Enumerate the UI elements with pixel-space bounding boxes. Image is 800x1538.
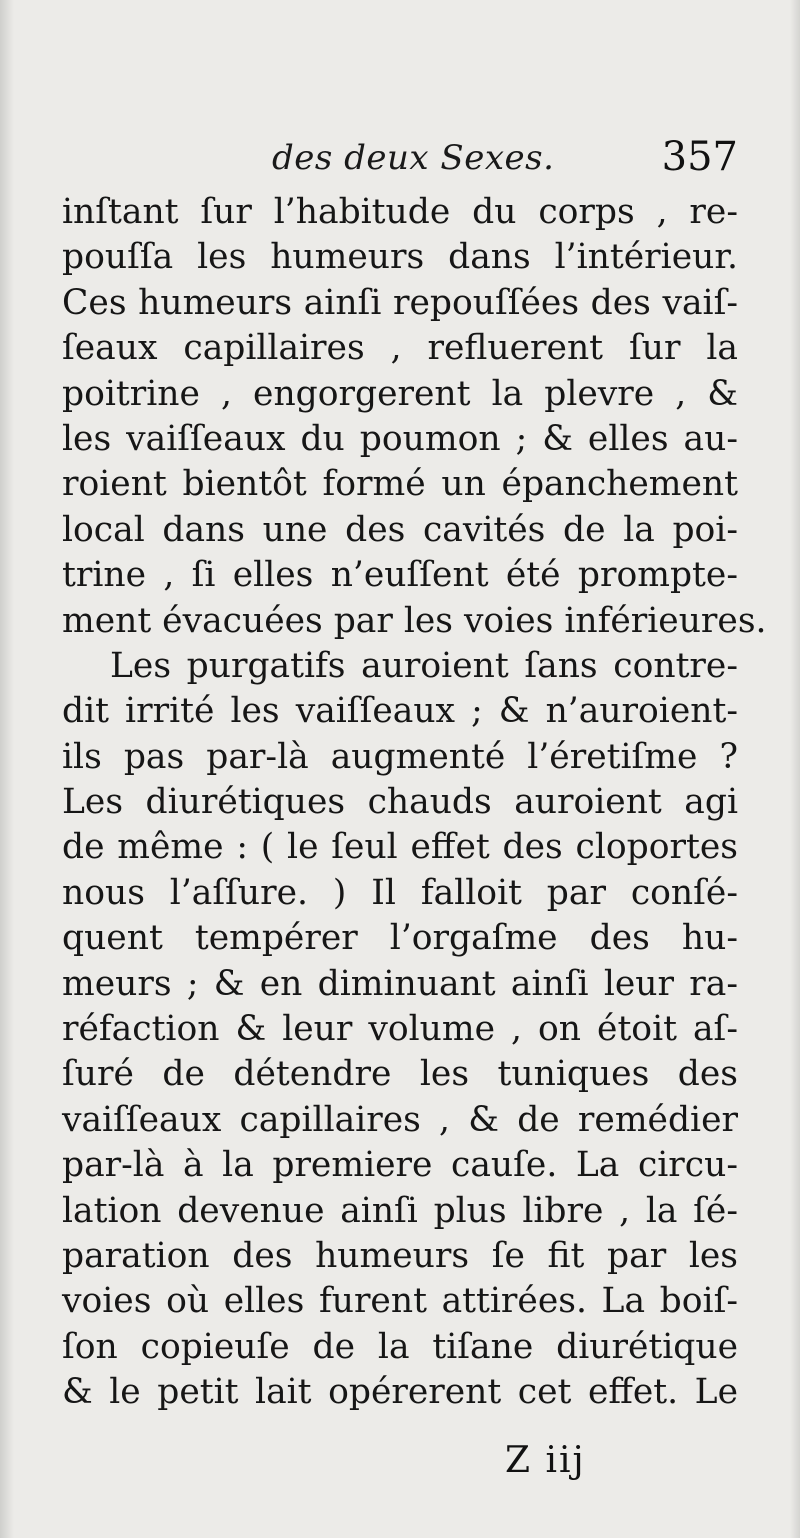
- text-line: nous l’aſſure. ) Il falloit par conſé-: [62, 872, 738, 913]
- page-header: [62, 128, 738, 188]
- text-line: ils pas par-là augmenté l’éretiſme ?: [62, 736, 738, 777]
- text-line: vaiſſeaux capillaires , & de remédier: [62, 1099, 738, 1140]
- page-number: 357: [661, 134, 738, 180]
- paragraph-first-line: Les purgatifs auroient ſans contre-: [110, 645, 738, 686]
- text-line: poitrine , engorgerent la plevre , &: [62, 373, 738, 414]
- text-line: ſeaux capillaires , refluerent ſur la: [62, 328, 738, 369]
- text-line: meurs ; & en diminuant ainſi leur ra-: [62, 963, 738, 1004]
- text-line: ſon copieuſe de la tiſane diurétique: [62, 1326, 738, 1367]
- signature-mark: Z iij: [505, 1440, 586, 1481]
- text-line: pouſſa les humeurs dans l’intérieur.: [62, 237, 738, 278]
- text-line: trine , ſi elles n’euſſent été prompte-: [62, 555, 738, 596]
- text-line: dit irrité les vaiſſeaux ; & n’auroient-: [62, 691, 738, 732]
- text-line: ment évacuées par les voies inférieures.: [62, 600, 767, 641]
- text-line: par-là à la premiere cauſe. La circu-: [62, 1145, 738, 1186]
- text-line: & le petit lait opérerent cet effet. Le: [62, 1372, 738, 1413]
- text-line: les vaiſſeaux du poumon ; & elles au-: [62, 418, 738, 459]
- text-line: voies où elles furent attirées. La boiſ-: [62, 1281, 738, 1322]
- text-line: quent tempérer l’orgaſme des hu-: [62, 918, 738, 959]
- body-text: [62, 190, 767, 1416]
- text-line: paration des humeurs ſe fit par les: [62, 1235, 738, 1276]
- text-line: inſtant ſur l’habitude du corps , re-: [62, 192, 738, 232]
- text-line: local dans une des cavités de la poi-: [62, 509, 738, 550]
- text-line: ſuré de détendre les tuniques des: [62, 1054, 738, 1095]
- text-line: réfaction & leur volume , on étoit aſ-: [62, 1009, 738, 1050]
- text-line: lation devenue ainſi plus libre , la ſé-: [62, 1190, 738, 1231]
- text-line: roient bientôt formé un épanchement: [62, 464, 738, 505]
- text-line: de même : ( le ſeul effet des cloportes: [62, 827, 738, 868]
- text-line: Ces humeurs ainſi repouſſées des vaiſ-: [62, 282, 738, 323]
- running-title: des deux Sexes.: [272, 138, 555, 178]
- text-line: Les diurétiques chauds auroient agi: [62, 782, 738, 823]
